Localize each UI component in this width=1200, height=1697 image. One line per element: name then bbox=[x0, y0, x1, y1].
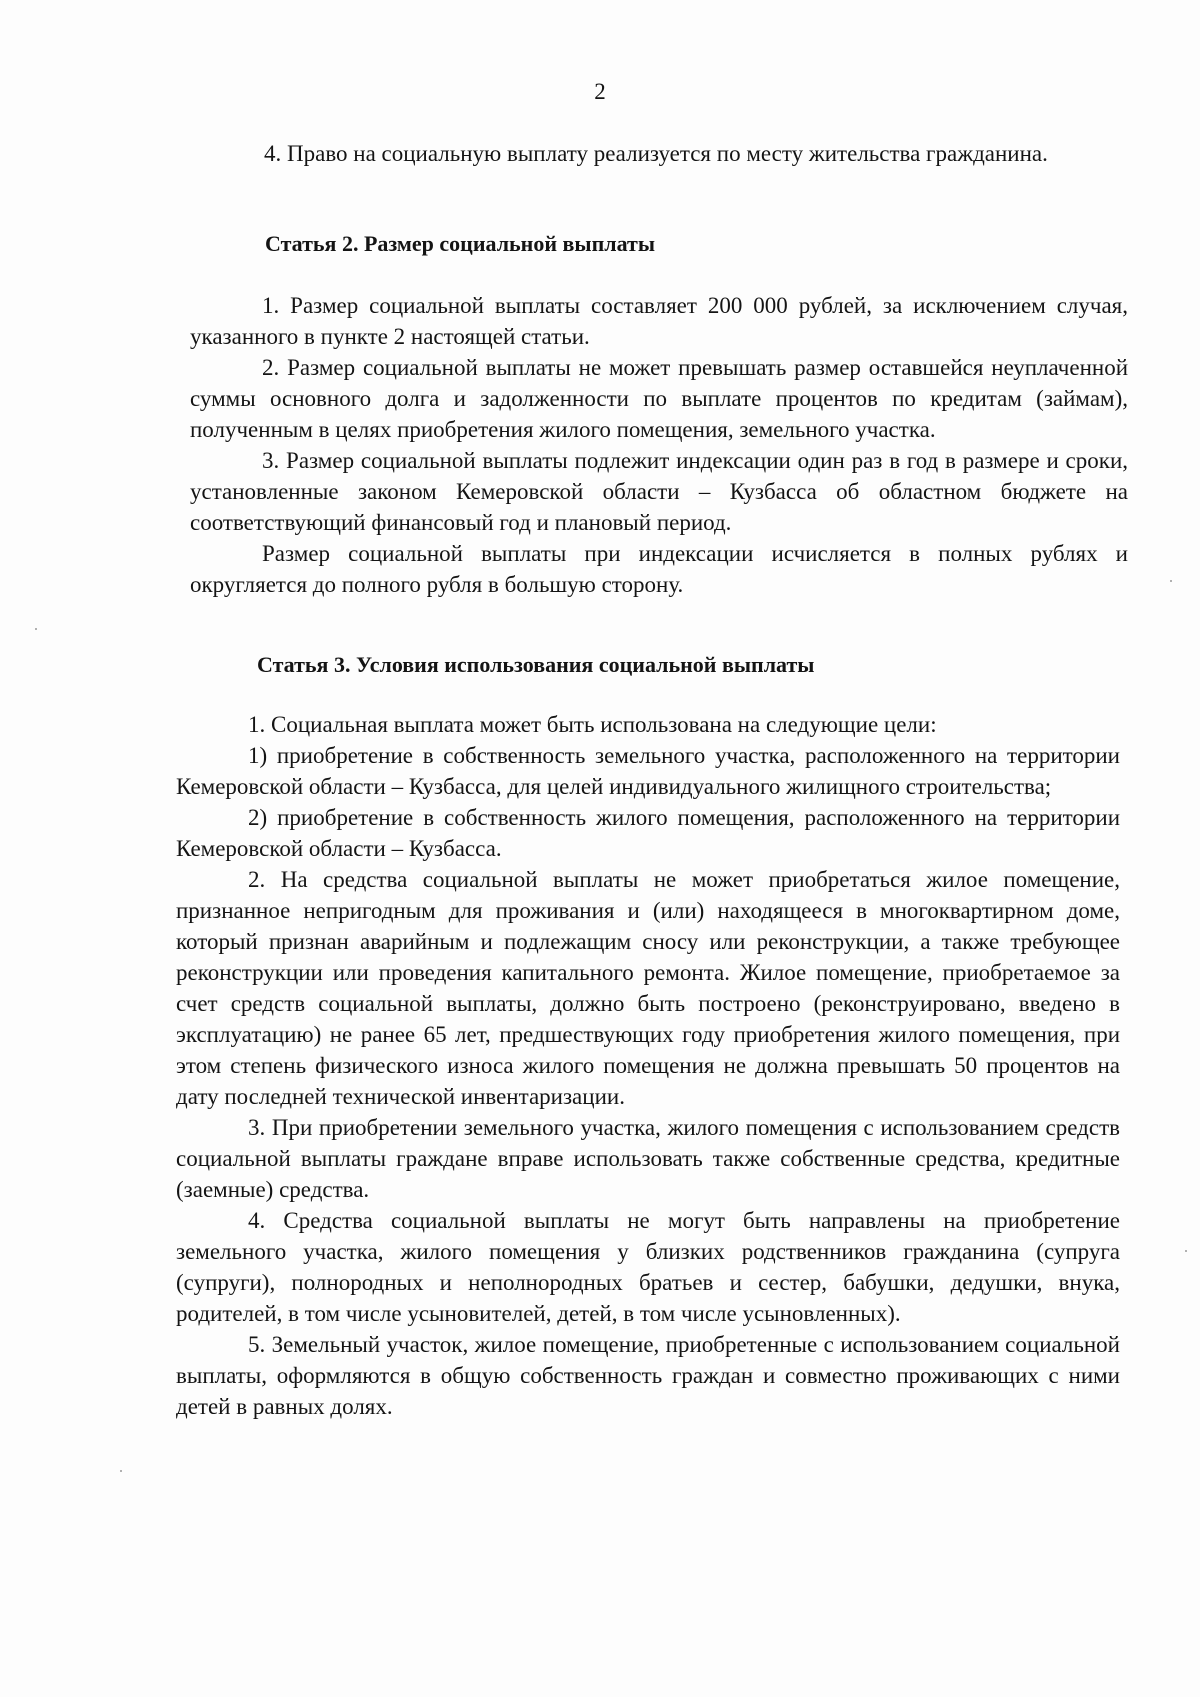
page-number: 2 bbox=[594, 79, 606, 104]
paragraph: 2. Размер социальной выплаты не может превышать размер оставшейся неуплаченной суммы основного долга и задолженности по выплате процентов по кредитам (займам), полученным в целях приобретения жилого помещения, земельного участка. bbox=[190, 355, 1128, 442]
article-3-body bbox=[176, 709, 1120, 1422]
paragraph: 3. При приобретении земельного участка, жилого помещения с использованием средств социальной выплаты граждане вправе использовать также собственные средства, кредитные (заемные) средства. bbox=[176, 1115, 1120, 1202]
scan-speck bbox=[35, 628, 37, 630]
paragraph: Размер социальной выплаты при индексации исчисляется в полных рублях и округляется до полного рубля в большую сторону. bbox=[190, 541, 1128, 597]
paragraph: 1) приобретение в собственность земельного участка, расположенного на территории Кемеровской области – Кузбасса, для целей индивидуального жилищного строительства; bbox=[176, 743, 1120, 799]
paragraph: 1. Социальная выплата может быть использована на следующие цели: bbox=[248, 712, 937, 737]
paragraph: 1. Размер социальной выплаты составляет 200 000 рублей, за исключением случая, указанного в пункте 2 настоящей статьи. bbox=[190, 293, 1128, 349]
scan-speck bbox=[1170, 580, 1172, 582]
article-2-body bbox=[190, 290, 1128, 600]
intro-section bbox=[192, 138, 1130, 169]
paragraph: 5. Земельный участок, жилое помещение, приобретенные с использованием социальной выплаты, оформляются в общую собственность граждан и совместно проживающих с ними детей в равных долях. bbox=[176, 1332, 1120, 1419]
scan-speck bbox=[120, 1470, 122, 1472]
scan-speck bbox=[1185, 1250, 1187, 1252]
paragraph: 4. Средства социальной выплаты не могут быть направлены на приобретение земельного участка, жилого помещения у близких родственников гражданина (супруга (супруги), полнородных и неполнородных братьев и сестер, бабушки, дедушки, внука, родителей, в том числе усыновителей, детей, в том числе усыновленных). bbox=[176, 1208, 1120, 1326]
paragraph: 4. Право на социальную выплату реализуется по месту жительства гражданина. bbox=[264, 141, 1048, 166]
article-2-heading: Статья 2. Размер социальной выплаты bbox=[265, 231, 656, 256]
paragraph: 2) приобретение в собственность жилого помещения, расположенного на территории Кемеровской области – Кузбасса. bbox=[176, 805, 1120, 861]
article-3-heading: Статья 3. Условия использования социальной выплаты bbox=[257, 652, 815, 677]
paragraph: 2. На средства социальной выплаты не может приобретаться жилое помещение, признанное непригодным для проживания и (или) находящееся в многоквартирном доме, который признан аварийным и подлежащим сносу или реконструкции, а также требующее реконструкции или проведения капитального ремонта. Жилое помещение, приобретаемое за счет средств социальной выплаты, должно быть построено (реконструировано, введено в эксплуатацию) не ранее 65 лет, предшествующих году приобретения жилого помещения, при этом степень физического износа жилого помещения не должна превышать 50 процентов на дату последней технической инвентаризации. bbox=[176, 867, 1120, 1109]
paragraph: 3. Размер социальной выплаты подлежит индексации один раз в год в размере и сроки, установленные законом Кемеровской области – Кузбасса об областном бюджете на соответствующий финансовый год и плановый период. bbox=[190, 448, 1128, 535]
